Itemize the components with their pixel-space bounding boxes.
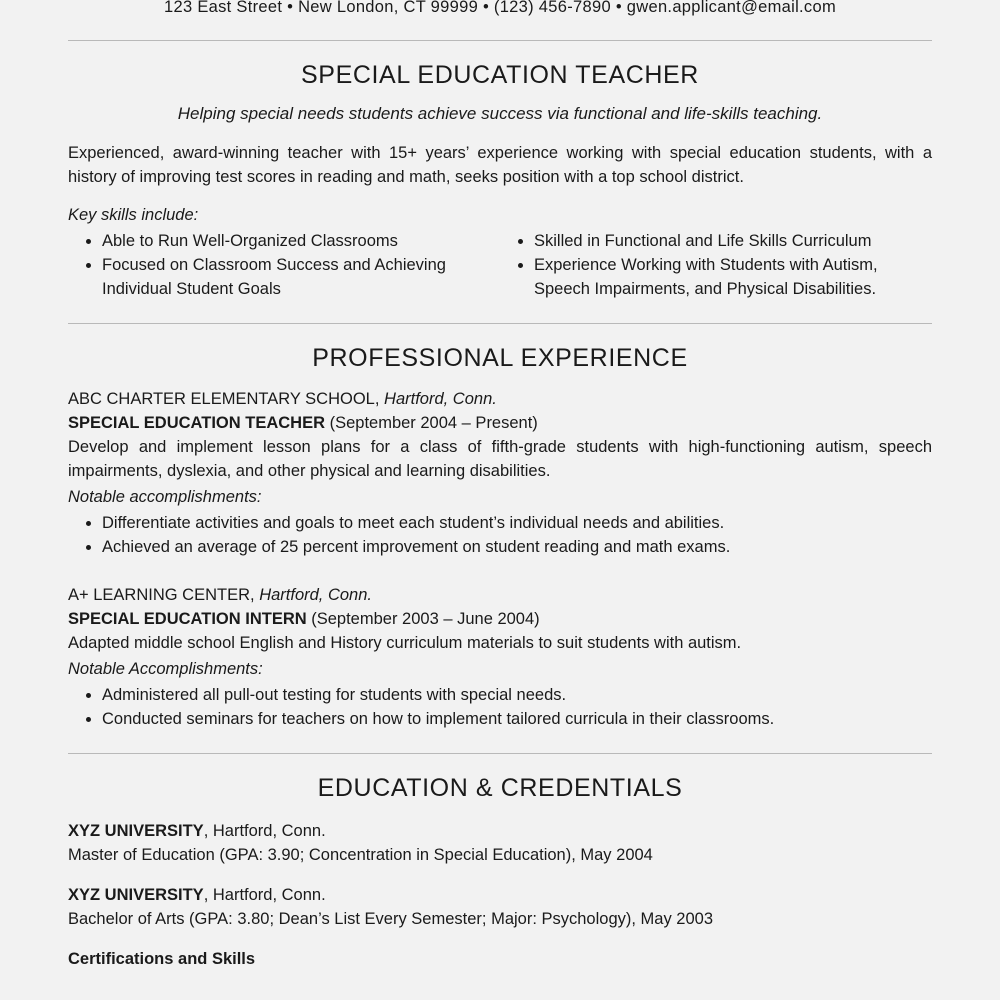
role-dates: (September 2004 – Present) bbox=[329, 414, 538, 432]
experience-description: Develop and implement lesson plans for a class of fifth-grade students with high-functioning autism, speech impairments, dyslexia, and other physical and learning disabilities. bbox=[68, 438, 932, 480]
list-item: • Differentiate activities and goals to meet each student’s individual needs and abilities. bbox=[102, 511, 932, 535]
role-title: SPECIAL EDUCATION TEACHER bbox=[68, 414, 325, 432]
experience-entry-1 bbox=[68, 387, 932, 559]
tagline: Helping special needs students achieve success via functional and life-skills teaching. bbox=[177, 104, 823, 123]
key-skills-label: Key skills include: bbox=[68, 206, 199, 224]
next-section-partial: Certifications and Skills bbox=[68, 950, 256, 968]
page-title: SPECIAL EDUCATION TEACHER bbox=[301, 61, 699, 89]
experience-entry-2 bbox=[68, 583, 932, 731]
notable-label: Notable accomplishments: bbox=[68, 488, 262, 506]
school-location: , Hartford, Conn. bbox=[203, 886, 326, 904]
experience-company-line bbox=[68, 387, 932, 411]
key-skills-right-column bbox=[500, 229, 932, 301]
divider-top bbox=[68, 40, 932, 41]
spacer bbox=[68, 559, 932, 569]
section-title-experience: PROFESSIONAL EXPERIENCE bbox=[312, 344, 688, 372]
experience-role-line bbox=[68, 411, 932, 435]
list-item: • Experience Working with Students with Autism, Speech Impairments, and Physical Disabilities. bbox=[534, 253, 932, 301]
experience-role-line bbox=[68, 607, 932, 631]
key-skills-columns bbox=[68, 229, 932, 301]
list-item: • Skilled in Functional and Life Skills Curriculum bbox=[534, 229, 932, 253]
experience-description: Adapted middle school English and History curriculum materials to suit students with autism. bbox=[68, 634, 742, 652]
education-entry-1 bbox=[68, 819, 932, 867]
experience-company-line bbox=[68, 583, 932, 607]
education-degree: Bachelor of Arts (GPA: 3.80; Dean’s List Every Semester; Major: Psychology), May 2003 bbox=[68, 910, 713, 928]
company-location: Hartford, Conn. bbox=[384, 390, 497, 408]
education-school-line bbox=[68, 883, 932, 907]
education-school-line bbox=[68, 819, 932, 843]
divider-experience bbox=[68, 323, 932, 324]
contact-line: 123 East Street • New London, CT 99999 • (123) 456-7890 • gwen.applicant@email.com bbox=[164, 0, 836, 16]
role-dates: (September 2003 – June 2004) bbox=[311, 610, 540, 628]
experience-bullets bbox=[68, 683, 932, 731]
key-skills-left-column bbox=[68, 229, 500, 301]
role-title: SPECIAL EDUCATION INTERN bbox=[68, 610, 307, 628]
notable-label: Notable Accomplishments: bbox=[68, 660, 263, 678]
education-degree: Master of Education (GPA: 3.90; Concentration in Special Education), May 2004 bbox=[68, 846, 653, 864]
experience-bullets bbox=[68, 511, 932, 559]
school-name: XYZ UNIVERSITY bbox=[68, 822, 204, 840]
list-item: • Achieved an average of 25 percent improvement on student reading and math exams. bbox=[102, 535, 932, 559]
company-name: A+ LEARNING CENTER, bbox=[68, 586, 255, 604]
company-name: ABC CHARTER ELEMENTARY SCHOOL, bbox=[68, 390, 380, 408]
list-item: • Focused on Classroom Success and Achieving Individual Student Goals bbox=[102, 253, 500, 301]
list-item: • Conducted seminars for teachers on how to implement tailored curricula in their classrooms. bbox=[102, 707, 932, 731]
section-title-education: EDUCATION & CREDENTIALS bbox=[317, 774, 683, 802]
list-item: • Administered all pull-out testing for students with special needs. bbox=[102, 683, 932, 707]
education-entry-2 bbox=[68, 883, 932, 931]
list-item: • Able to Run Well-Organized Classrooms bbox=[102, 229, 500, 253]
school-location: , Hartford, Conn. bbox=[203, 822, 326, 840]
summary-paragraph: Experienced, award-winning teacher with 15+ years’ experience working with special education students, with a history of improving test scores in reading and math, seeks position with a top school district. bbox=[68, 144, 932, 186]
school-name: XYZ UNIVERSITY bbox=[68, 886, 204, 904]
company-location: Hartford, Conn. bbox=[259, 586, 372, 604]
divider-education bbox=[68, 753, 932, 754]
